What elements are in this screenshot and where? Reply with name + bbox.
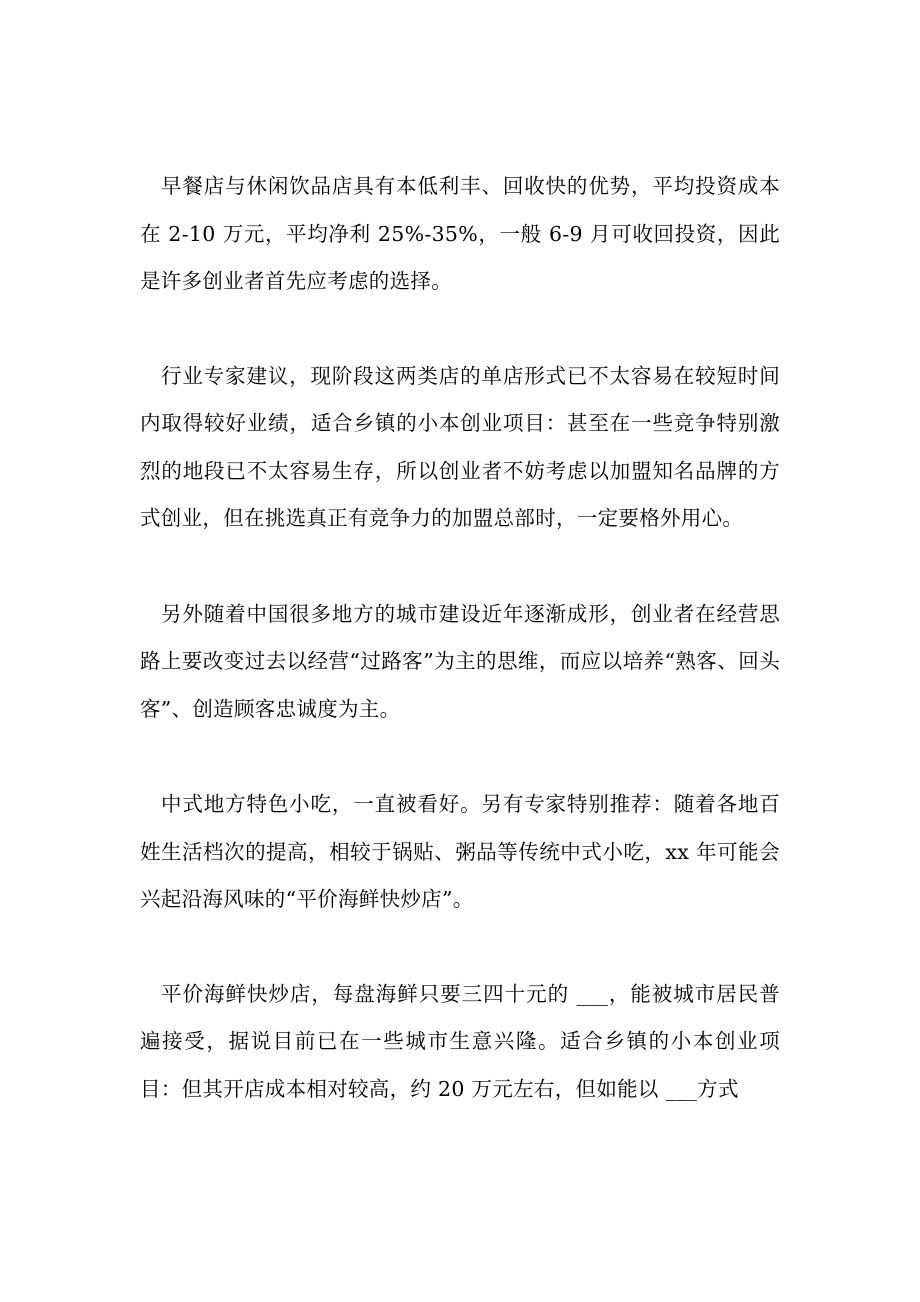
paragraph-regular-customers: 另外随着中国很多地方的城市建设近年逐渐成形，创业者在经营思路上要改变过去以经营“过路客”为主的思维，而应以培养“熟客、回头客”、创造顾客忠诚度为主。	[140, 601, 780, 721]
paragraph-seafood-stir-fry: 平价海鲜快炒店，每盘海鲜只要三四十元的 ___，能被城市居民普遍接受，据说目前已在一些城市生意兴隆。适合乡镇的小本创业项目：但其开店成本相对较高，约 20 万元左右，但如能以 ___方式	[140, 981, 780, 1101]
document-page	[140, 163, 780, 1160]
paragraph-chinese-snacks: 中式地方特色小吃，一直被看好。另有专家特别推荐：随着各地百姓生活档次的提高，相较于锅贴、粥品等传统中式小吃，xx 年可能会兴起沿海风味的“平价海鲜快炒店”。	[140, 792, 780, 911]
paragraph-expert-advice: 行业专家建议，现阶段这两类店的单店形式已不太容易在较短时间内取得较好业绩，适合乡镇的小本创业项目：甚至在一些竞争特别激烈的地段已不太容易生存，所以创业者不妨考虑以加盟知名品牌的方式创业，但在挑选真正有竞争力的加盟总部时，一定要格外用心。	[140, 363, 780, 530]
paragraph-breakfast-shops: 早餐店与休闲饮品店具有本低利丰、回收快的优势，平均投资成本在 2-10 万元，平均净利 25%-35%，一般 6-9 月可收回投资，因此是许多创业者首先应考虑的选择。	[140, 174, 780, 293]
